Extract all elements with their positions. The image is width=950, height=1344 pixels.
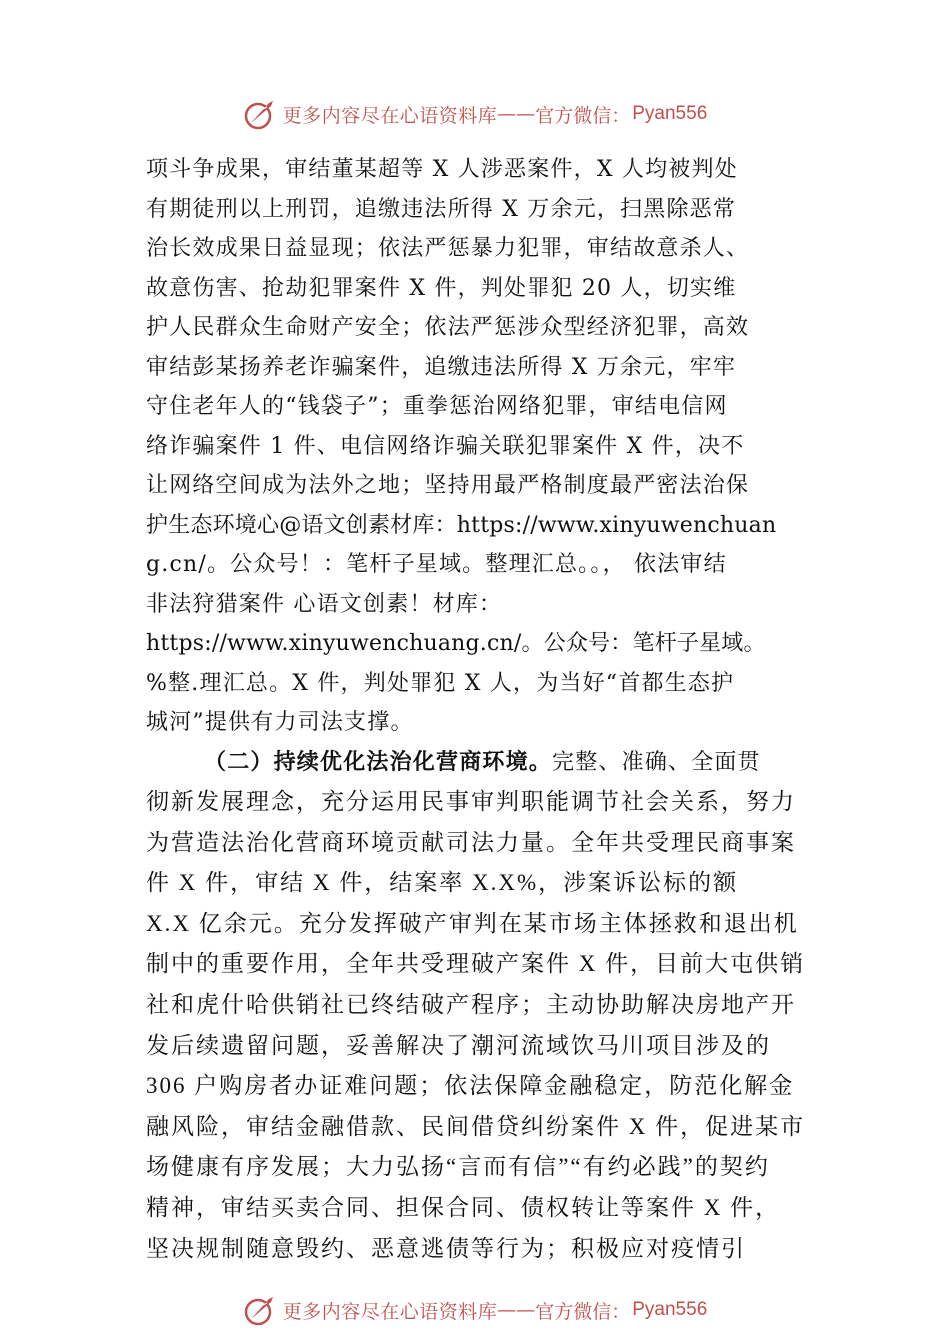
text-line: 治长效成果日益显现；依法严惩暴力犯罪，审结故意杀人、 [146, 236, 750, 261]
text-line: 融风险，审结金融借款、民间借贷纠纷案件 X 件，促进某市 [146, 1113, 806, 1139]
text-line: 护人民群众生命财产安全；依法严惩涉众型经济犯罪，高效 [146, 315, 750, 340]
text-line: 守住老年人的“钱袋子”；重拳惩治网络犯罪，审结电信网 [146, 394, 728, 419]
text-line: 故意伤害、抢劫犯罪案件 X 件，判处罪犯 20 人，切实维 [146, 275, 737, 301]
banner-wechat-id: Pyan556 [632, 103, 708, 124]
banner-wechat-label: 官方微信： [535, 1300, 631, 1323]
quill-logo-icon [243, 97, 277, 131]
text-line: 护生态环境心@语文创素材库：https://www.xinyuwenchuan [146, 512, 777, 538]
text-line: 络诈骗案件 1 件、电信网络诈骗关联犯罪案件 X 件，决不 [146, 433, 745, 459]
text-line: 项斗争成果，审结董某超等 X 人涉恶案件，X 人均被判处 [146, 157, 738, 182]
text-line: 有期徒刑以上刑罚，追缴违法所得 X 万余元，扫黑除恶常 [146, 196, 737, 222]
banner-separator: —— [497, 103, 536, 125]
text-line: 城河”提供有力司法支撑。 [146, 710, 414, 735]
text-line: %整.理汇总。X 件，判处罪犯 X 人，为当好“首都生态护 [146, 670, 735, 696]
text-line: 审结彭某扬养老诈骗案件，追缴违法所得 X 万余元，牢牢 [146, 354, 737, 380]
banner-wechat-label: 官方微信： [535, 104, 631, 127]
banner-wechat-id: Pyan556 [632, 1299, 708, 1320]
text-line: 发后续遗留问题，妥善解决了潮河流域饮马川项目涉及的 [146, 1032, 771, 1058]
text-line: 社和虎什哈供销社已终结破产程序；主动协助解决房地产开 [146, 991, 796, 1017]
text-line: 为营造法治化营商环境贡献司法力量。全年共受理民商事案 [146, 829, 796, 855]
text-line: X.X 亿余元。充分发挥破产审判在某市场主体拯救和退出机 [146, 910, 799, 936]
text-line: 彻新发展理念，充分运用民事审判职能调节社会关系，努力 [146, 789, 796, 814]
text-line: 制中的重要作用，全年共受理破产案件 X 件，目前大屯供销 [146, 951, 806, 977]
footer-watermark-banner [0, 1290, 950, 1330]
text-line: 精神，审结买卖合同、担保合同、债权转让等案件 X 件， [146, 1194, 781, 1220]
text-line: 坚决规制随意毁约、恶意逃债等行为；积极应对疫情引 [146, 1235, 746, 1261]
banner-title: 更多内容尽在心语资料库 [282, 104, 498, 127]
quill-logo-icon [243, 1293, 277, 1327]
text-line: 件 X 件，审结 X 件，结案率 X.X%，涉案诉讼标的额 [146, 870, 739, 896]
banner-separator: —— [497, 1299, 536, 1321]
text-line: 非法狩猎案件 心语文创素！材库： [146, 591, 503, 617]
banner-title: 更多内容尽在心语资料库 [282, 1300, 498, 1323]
section-heading: （二）持续优化法治化营商环境。 [204, 748, 553, 775]
text-line: g.cn/。公众号！：笔杆子星域。整理汇总。。， 依法审结 [146, 552, 727, 577]
header-watermark-banner [0, 94, 950, 134]
text-line: https://www.xinyuwenchuang.cn/。公众号：笔杆子星域。 [146, 631, 766, 656]
text-line: 场健康有序发展；大力弘扬“言而有信”“有约必践”的契约 [146, 1154, 770, 1180]
document-body [146, 150, 810, 1269]
text-line: 让网络空间成为法外之地；坚持用最严格制度最严密法治保 [146, 473, 750, 498]
text-line: 306 户购房者办证难问题；依法保障金融稳定，防范化解金 [146, 1073, 795, 1099]
text-fragment: 完整、准确、全面贯 [552, 749, 761, 775]
section-heading-line [146, 743, 810, 783]
